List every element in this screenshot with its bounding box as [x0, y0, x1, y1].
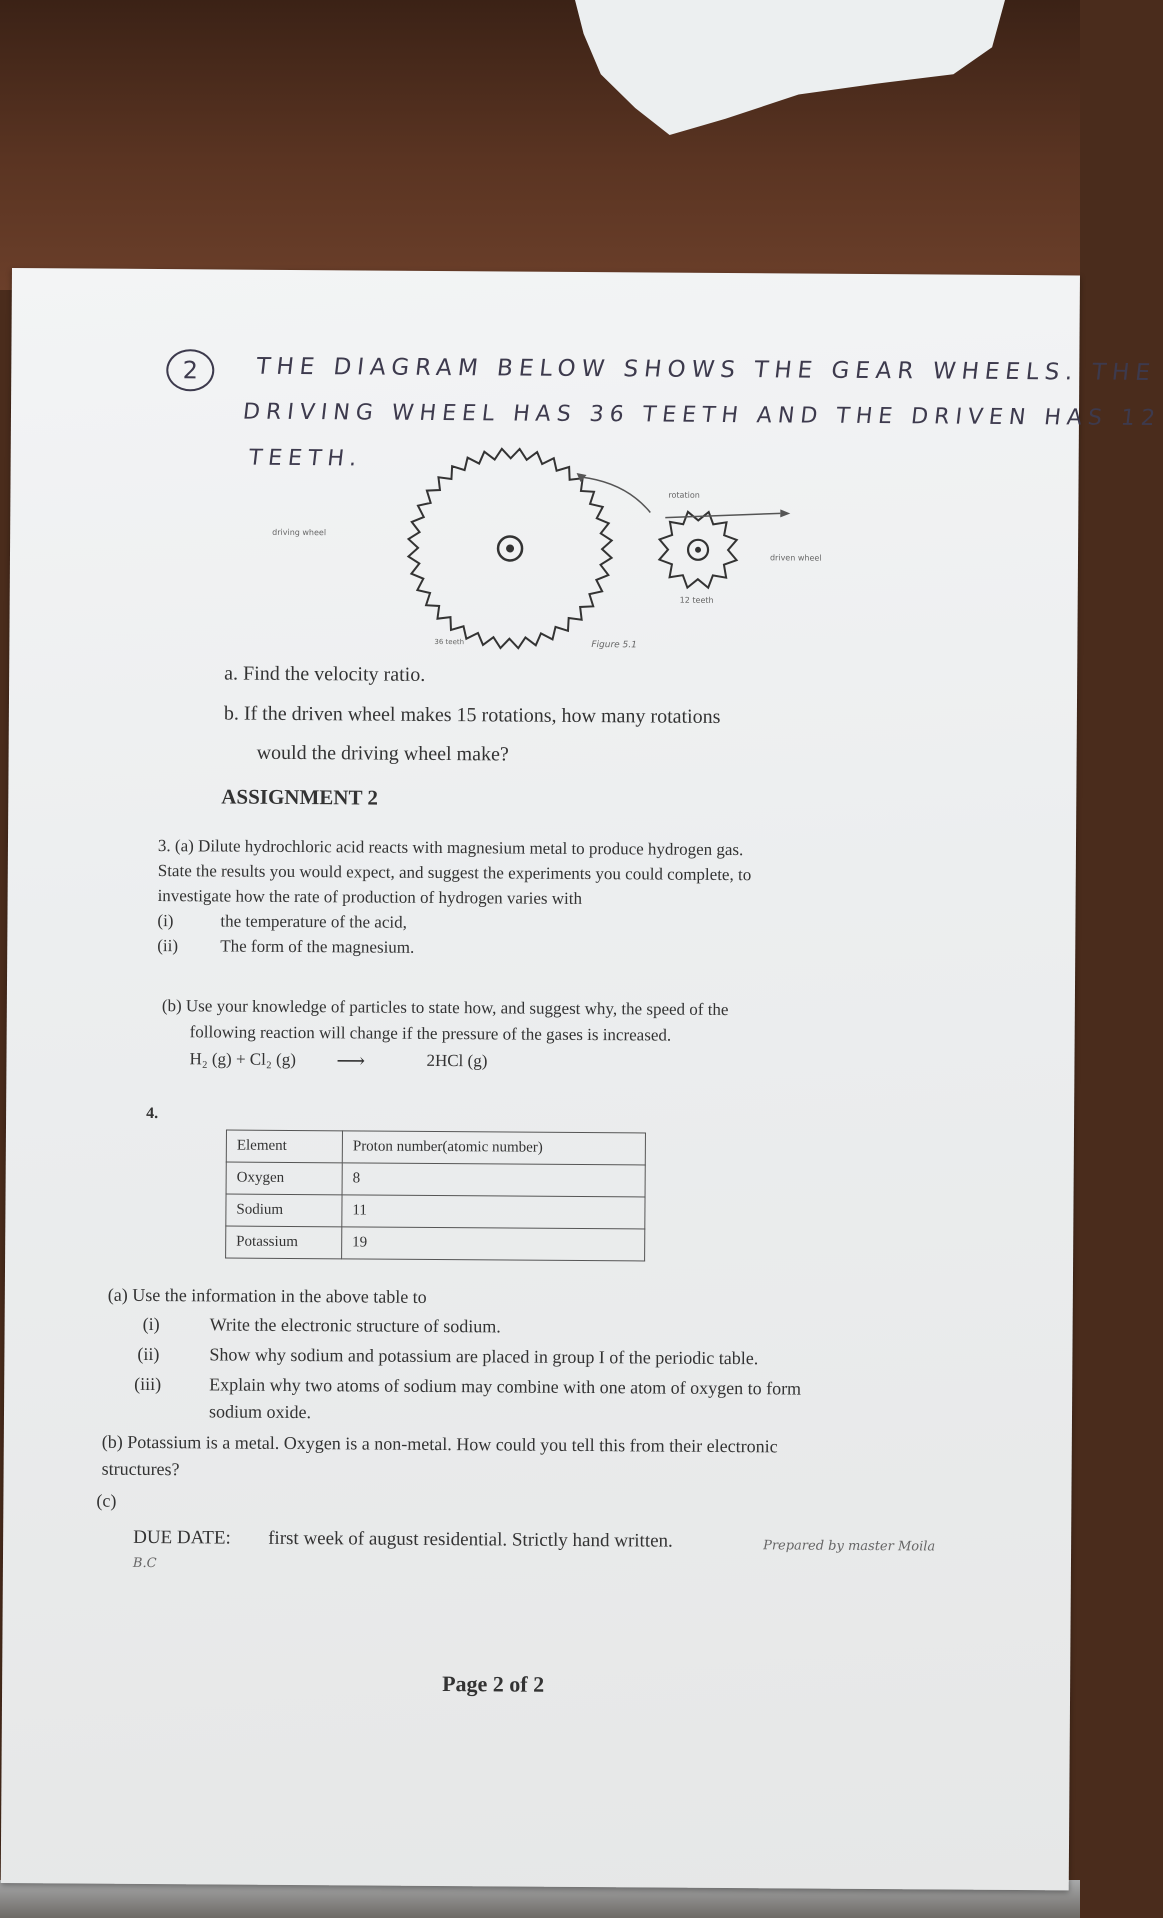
handwritten-line-3: TEETH.: [247, 445, 364, 472]
figure-caption: Figure 5.1: [591, 640, 637, 651]
equation-arrow: ⟶: [336, 1050, 366, 1073]
worksheet-page: [1, 268, 1163, 1890]
table-row: [226, 1162, 645, 1197]
q4c-label: (c): [96, 1490, 117, 1511]
table-header-row: [226, 1130, 645, 1165]
q3a-i-text: the temperature of the acid,: [220, 911, 407, 932]
due-date-label: DUE DATE:: [133, 1526, 231, 1549]
q3a-ii-number: (ii): [157, 936, 179, 956]
table-cell-element: Sodium: [226, 1194, 342, 1227]
page-number: Page 2 of 2: [442, 1671, 545, 1697]
q2-part-a: a. Find the velocity ratio.: [224, 662, 426, 686]
table-header-proton-number: Proton number(atomic number): [342, 1131, 645, 1165]
due-date-text: first week of august residential. Strictly hand written.: [268, 1527, 673, 1552]
q4a-iii-text-line2: sodium oxide.: [208, 1401, 312, 1423]
table-row: [226, 1194, 645, 1229]
driven-direction-arrow: [665, 513, 780, 519]
handwritten-line-2: DRIVING WHEEL HAS 36 TEETH AND THE DRIVEN HAS 12: [241, 399, 1163, 432]
driven-wheel-hub: [695, 547, 701, 553]
driven-wheel-label: driven wheel: [769, 553, 822, 563]
table-cell-proton-number: 19: [342, 1227, 645, 1261]
element-table: [225, 1130, 646, 1262]
table-row: [226, 1226, 645, 1261]
q3a-line1: 3. (a) Dilute hydrochloric acid reacts with magnesium metal to produce hydrogen gas.: [157, 836, 744, 860]
driven-arrowhead: [780, 509, 790, 517]
q2-part-b-line2: would the driving wheel make?: [256, 741, 509, 766]
table-cell-element: Oxygen: [226, 1162, 342, 1195]
signature-initials: B.C: [132, 1555, 157, 1572]
driving-wheel-label: driving wheel: [272, 527, 327, 538]
driving-wheel-hub: [506, 544, 514, 552]
q4a-ii-number: (ii): [137, 1343, 160, 1365]
rotation-arc-arrow: [580, 477, 650, 512]
table-cell-proton-number: 11: [342, 1195, 645, 1229]
rotation-label: rotation: [668, 490, 700, 500]
handwritten-line-1: THE DIAGRAM BELOW SHOWS THE GEAR WHEELS. THE: [254, 353, 1158, 386]
equation-reactants: H₂ (g) + Cl₂ (g): [189, 1049, 296, 1070]
q4b-line1: (b) Potassium is a metal. Oxygen is a non-metal. How could you tell this from their electronic: [101, 1431, 778, 1457]
table-cell-proton-number: 8: [342, 1163, 645, 1197]
prepared-by-signature: Prepared by master Moila: [763, 1538, 936, 1555]
table-header-element: Element: [226, 1130, 342, 1163]
q4a-iii-text-line1: Explain why two atoms of sodium may combine with one atom of oxygen to form: [209, 1374, 802, 1399]
table-cell-element: Potassium: [226, 1226, 342, 1259]
q4a-i-text: Write the electronic structure of sodium.: [209, 1314, 501, 1337]
equation-product: 2HCl (g): [426, 1050, 488, 1071]
q3a-line3: investigate how the rate of production of hydrogen varies with: [157, 886, 583, 908]
big-teeth-label: 36 teeth: [434, 637, 465, 647]
q3a-ii-text: The form of the magnesium.: [220, 936, 415, 957]
gear-figure: [272, 465, 880, 669]
q4a-iii-number: (iii): [134, 1373, 162, 1395]
q4b-line2: structures?: [101, 1458, 180, 1480]
q4a-ii-text: Show why sodium and potassium are placed in group I of the periodic table.: [209, 1344, 759, 1369]
q4-number: 4.: [146, 1104, 159, 1123]
q2-part-b-line1: b. If the driven wheel makes 15 rotations, how many rotations: [223, 702, 721, 728]
q3a-line2: State the results you would expect, and suggest the experiments you could complete, to: [157, 861, 752, 885]
assignment-title: ASSIGNMENT 2: [221, 784, 378, 810]
q3b-line2: following reaction will change if the pressure of the gases is increased.: [189, 1022, 672, 1045]
question-number-badge: 2: [166, 349, 214, 391]
q3b-line1: (b) Use your knowledge of particles to state how, and suggest why, the speed of the: [161, 996, 729, 1020]
small-teeth-label: 12 teeth: [679, 595, 714, 605]
q4a-intro: (a) Use the information in the above table to: [107, 1284, 427, 1307]
q4a-i-number: (i): [142, 1313, 160, 1335]
q3a-i-number: (i): [157, 911, 174, 931]
